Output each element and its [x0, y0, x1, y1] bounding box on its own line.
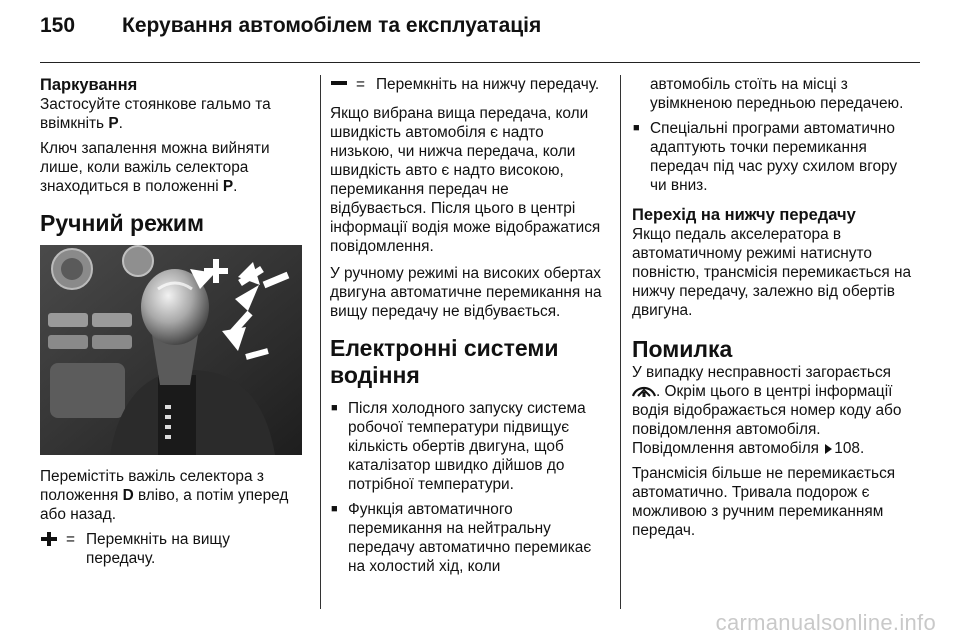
- gear-selector-illustration: [40, 245, 302, 455]
- text: У випадку несправності загорається: [632, 364, 891, 381]
- parking-heading: Паркування: [40, 76, 138, 94]
- programs-list: [632, 119, 914, 195]
- shift-down-text: Перемкніть на нижчу передачу.: [376, 76, 600, 93]
- kickdown-heading: Перехід на нижчу передачу: [632, 206, 856, 224]
- text: .: [118, 115, 123, 132]
- watermark: carmanualsonline.info: [715, 610, 936, 635]
- parking-paragraph-1: [40, 95, 302, 133]
- header-divider: [40, 62, 920, 63]
- continued-bullet-text: автомобіль стоїть на місці з увімкненою передньою передачею.: [650, 76, 904, 112]
- page-number: 150: [40, 14, 76, 37]
- manual-mode-heading: Ручний режим: [40, 210, 205, 236]
- parking-paragraph-2: [40, 139, 302, 196]
- column-2: [330, 75, 605, 582]
- equals-sign: =: [66, 531, 75, 548]
- column-3: [632, 75, 914, 546]
- list-item: ■ Після холодного запуску система робочої температури підвищує кількість обертів двигуна, щоб каталізатор швидко дійшов до потрібної температури.: [330, 399, 605, 494]
- column-1: [40, 75, 302, 574]
- page-header: [40, 14, 920, 54]
- text: вліво, а потім уперед або назад.: [40, 487, 289, 523]
- gear-selector-icon: [40, 245, 302, 455]
- fault-paragraph-2: Трансмісія більше не перемикається автоматично. Тривала подорож є можливою з ручним перемиканням передач.: [632, 465, 896, 539]
- fault-paragraph-1: [632, 363, 914, 458]
- transmission-warning-icon: [632, 386, 656, 398]
- shift-down-legend: [330, 75, 605, 94]
- heading-line: водіння: [330, 362, 420, 388]
- page-reference-icon: [825, 444, 832, 454]
- heading-line: Електронні системи: [330, 335, 559, 361]
- minus-icon: [330, 77, 348, 91]
- list-item: ■ Функція автоматичного перемикання на нейтральну передачу автоматично перемикає на холостий хід, коли: [330, 500, 605, 576]
- column-divider: [320, 75, 321, 609]
- text: Застосуйте стоянкове гальмо та ввімкніть: [40, 96, 271, 132]
- gear-letter: P: [108, 115, 119, 132]
- page-reference: 108: [834, 440, 860, 457]
- electronic-systems-heading: [330, 335, 605, 389]
- fault-heading: Помилка: [632, 336, 733, 362]
- text: .: [233, 178, 238, 195]
- text: Перемістіть важіль селектора з положення: [40, 468, 264, 504]
- gear-letter: P: [222, 178, 234, 195]
- column-divider: [620, 75, 621, 609]
- high-rpm-paragraph: У ручному режимі на високих обертах двигуна автоматичне перемикання на вищу передачу не відбувається.: [330, 265, 602, 320]
- gear-warning-paragraph: Якщо вибрана вища передача, коли швидкість автомобіля є надто низькою, чи нижча передача, коли швидкість авто є надто високою, перемикання передач не відбувається. Після цього в центрі інформації водія може відображатися повідомлення.: [330, 105, 601, 255]
- chapter-title: Керування автомобілем та експлуатація: [122, 14, 542, 37]
- shift-up-text: Перемкніть на вищу передачу.: [86, 531, 230, 567]
- text: . Окрім цього в центрі інформації водія відображається номер коду або повідомлення автомобіля. Повідомлення автомобіля: [632, 383, 902, 457]
- kickdown-paragraph: Якщо педаль акселератора в автоматичному режимі натиснуто повністю, трансмісія перемикається на нижчу передачу, залежно від обертів двигуна.: [632, 226, 912, 319]
- gear-letter: D: [122, 487, 134, 504]
- plus-icon: [40, 532, 58, 546]
- text: Ключ запалення можна вийняти лише, коли важіль селектора знаходиться в положенні: [40, 140, 270, 195]
- text: .: [859, 440, 865, 457]
- electronic-systems-list: [330, 399, 605, 576]
- shift-up-legend: [40, 530, 302, 568]
- list-item: ■ Спеціальні програми автоматично адаптують точки перемикання передач під час руху схилом вгору чи вниз.: [632, 119, 914, 195]
- move-lever-paragraph: [40, 467, 302, 524]
- equals-sign: =: [356, 76, 365, 93]
